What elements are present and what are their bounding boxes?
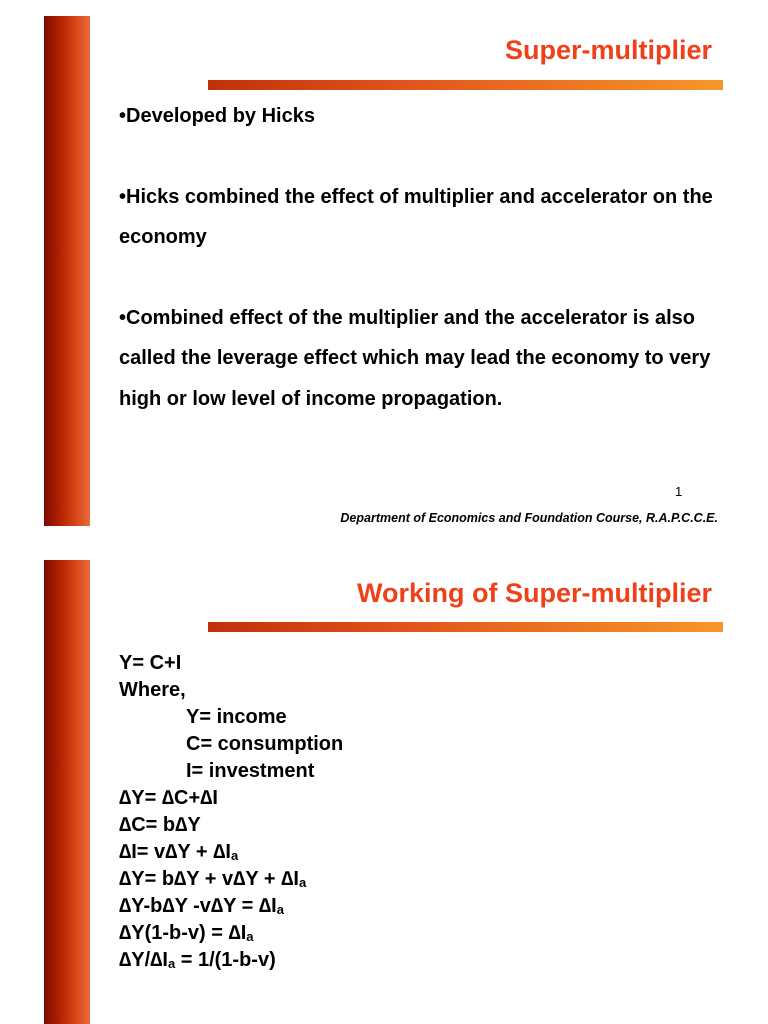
equation-text: C= consumption xyxy=(186,733,344,755)
slide-1-title: Super-multiplier xyxy=(504,35,712,65)
definition-line xyxy=(119,704,343,731)
equation-text: I= investment xyxy=(186,760,315,782)
bullet-item: •Developed by Hicks xyxy=(119,105,315,127)
equation-text-rest: = 1/(1-b-v) xyxy=(175,949,276,971)
equation-line xyxy=(119,785,343,812)
equation-text: ∆Y/∆I xyxy=(119,949,168,971)
equation-text: Y= C+I xyxy=(119,652,182,674)
page-number: 1 xyxy=(675,484,683,499)
bullet-item: •Hicks combined the effect of multiplier and accelerator on the economy xyxy=(119,185,713,248)
equation-subscript: a xyxy=(230,848,239,863)
equation-text: ∆I= v∆Y + ∆I xyxy=(119,841,231,863)
equation-line xyxy=(119,893,343,920)
footer-text: Department of Economics and Foundation Course, R.A.P.C.C.E. xyxy=(340,511,718,525)
slide-2-title-rule xyxy=(208,622,723,632)
equation-line xyxy=(119,866,343,893)
bullet-item: •Combined effect of the multiplier and the accelerator is also called the leverage effect which may lead the economy to very high or low level of income propagation. xyxy=(119,306,711,410)
equation-text: Where, xyxy=(119,679,186,701)
equation-list xyxy=(119,650,343,974)
equation-line xyxy=(119,677,343,704)
equation-text: ∆Y= b∆Y + v∆Y + ∆I xyxy=(119,868,299,890)
equation-text: Y= income xyxy=(186,706,287,728)
equation-subscript: a xyxy=(246,929,254,944)
slide-2-title: Working of Super-multiplier xyxy=(356,578,712,608)
equation-subscript: a xyxy=(298,875,307,890)
equation-subscript: a xyxy=(167,956,176,971)
definition-line xyxy=(119,731,343,758)
equation-line xyxy=(119,920,343,947)
equation-line xyxy=(119,839,343,866)
equation-text: ∆Y(1-b-v) = ∆I xyxy=(119,922,247,944)
slide-2-accent-bar xyxy=(44,560,90,1024)
equation-line xyxy=(119,650,343,677)
definition-line xyxy=(119,758,343,785)
equation-line xyxy=(119,812,343,839)
equation-line xyxy=(119,947,343,974)
equation-text: ∆Y-b∆Y -v∆Y = ∆I xyxy=(119,895,277,917)
equation-text: ∆Y= ∆C+∆I xyxy=(119,787,218,809)
equation-text: ∆C= b∆Y xyxy=(119,814,201,836)
equation-subscript: a xyxy=(276,902,284,917)
